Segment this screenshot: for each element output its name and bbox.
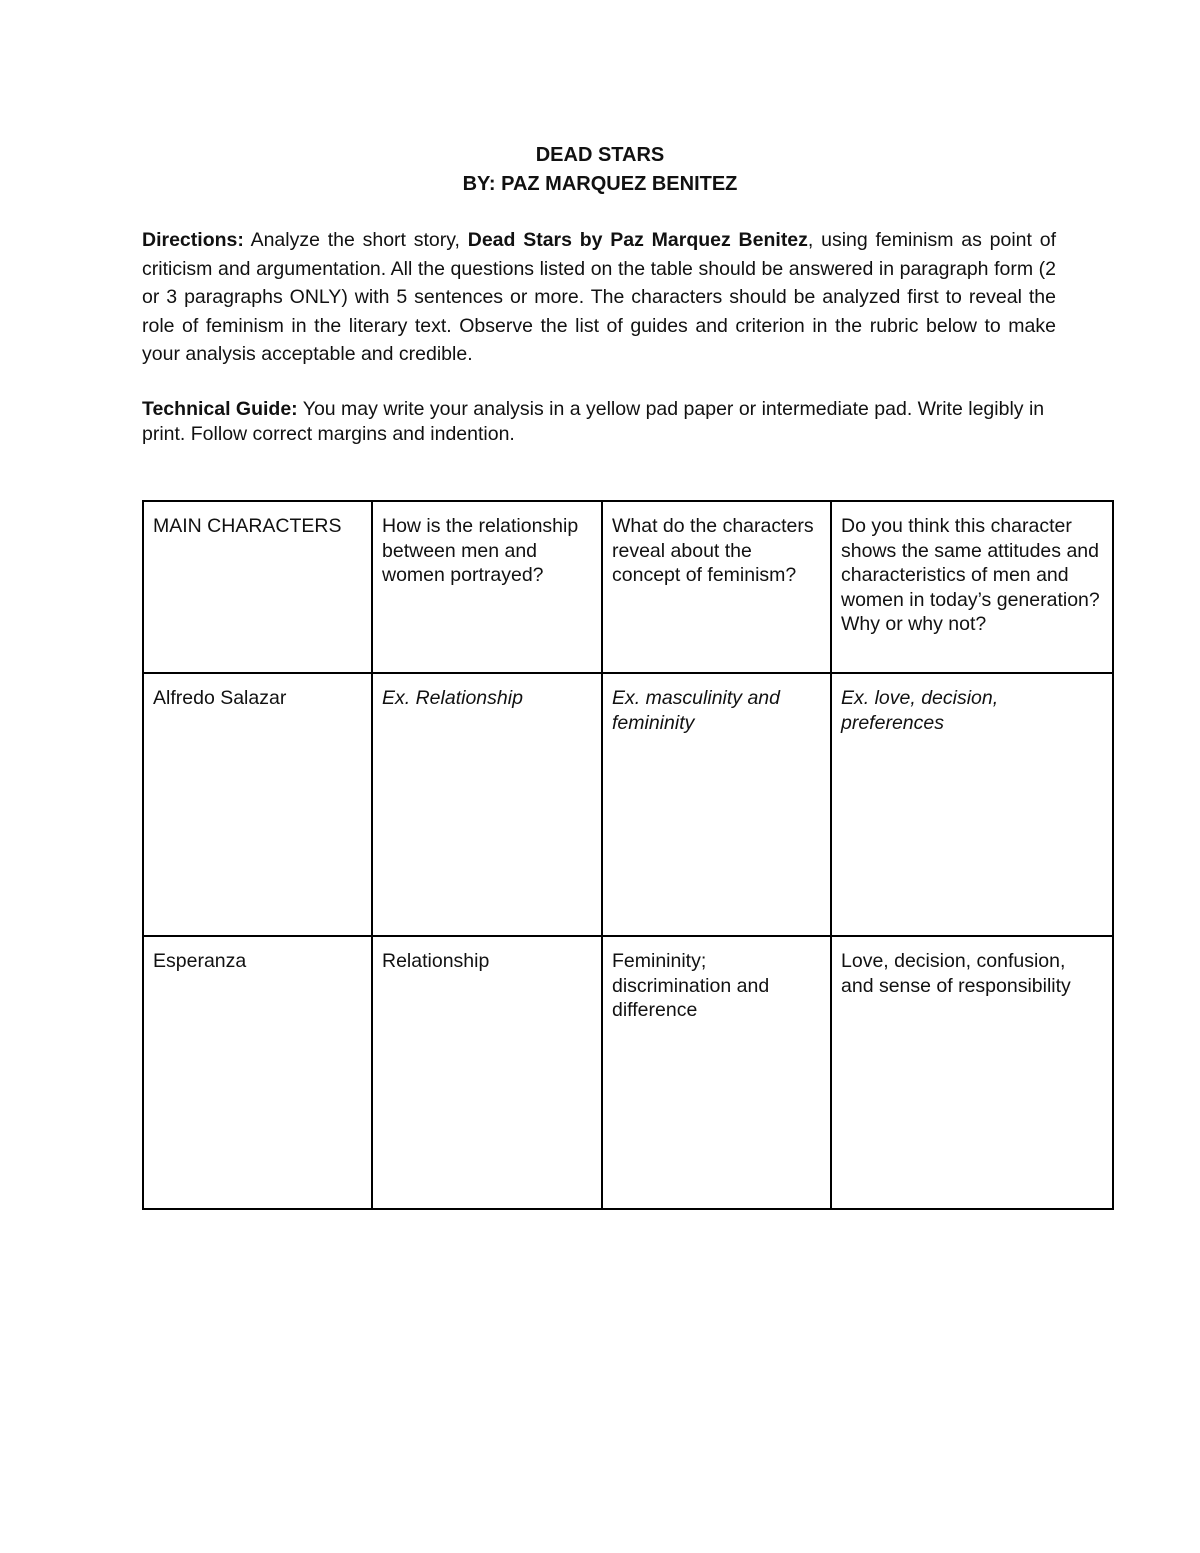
technical-guide-text: You may write your analysis in a yellow pad paper or intermediate pad. Write legibly in print. Follow correct margins and indention. xyxy=(142,398,1045,445)
directions-story-title: Dead Stars by Paz Marquez Benitez xyxy=(467,229,808,251)
cell-character: Esperanza xyxy=(143,936,372,1209)
cell-today: Love, decision, confusion, and sense of responsibility xyxy=(831,936,1113,1209)
title-block xyxy=(0,141,1200,199)
rubric-table xyxy=(142,500,1114,1210)
header-main-characters: MAIN CHARACTERS xyxy=(143,501,372,673)
directions-text-1: Analyze the short story, xyxy=(243,229,468,251)
cell-relationship: Ex. Relationship xyxy=(372,673,602,936)
document-title: DEAD STARS xyxy=(535,144,665,166)
directions-text-2: , using feminism as point of criticism and argumentation. All the questions listed on the table should be answered in paragraph form (2 or 3 paragraphs ONLY) with 5 sentences or more. The characters should be analyzed first to reveal the role of feminism in the literary text. Observe the list of guides and criterion in the rubric below to make your analysis acceptable and credible. xyxy=(142,229,1056,365)
header-feminism: What do the characters reveal about the concept of feminism? xyxy=(602,501,831,673)
table-row xyxy=(143,673,1113,936)
table-row xyxy=(143,936,1113,1209)
directions-label: Directions: xyxy=(142,229,244,251)
header-relationship: How is the relationship between men and women portrayed? xyxy=(372,501,602,673)
technical-guide-label: Technical Guide: xyxy=(142,398,298,420)
cell-feminism: Femininity; discrimination and difference xyxy=(602,936,831,1209)
technical-guide-paragraph xyxy=(142,397,1056,447)
directions-paragraph xyxy=(142,226,1056,369)
cell-feminism: Ex. masculinity and femininity xyxy=(602,673,831,936)
document-author: BY: PAZ MARQUEZ BENITEZ xyxy=(462,173,738,195)
cell-relationship: Relationship xyxy=(372,936,602,1209)
cell-character: Alfredo Salazar xyxy=(143,673,372,936)
header-today-generation: Do you think this character shows the same attitudes and characteristics of men and women in today’s generation? Why or why not? xyxy=(831,501,1113,673)
table-header-row xyxy=(143,501,1113,673)
cell-today: Ex. love, decision, preferences xyxy=(831,673,1113,936)
